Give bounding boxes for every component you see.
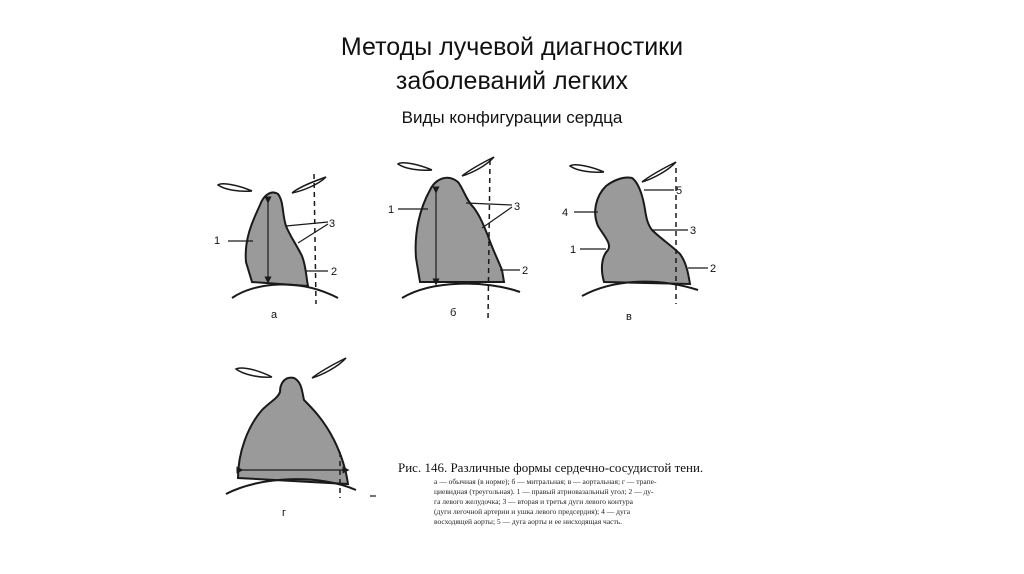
midline-a bbox=[314, 174, 316, 304]
callout-5-v: 5 bbox=[676, 185, 683, 197]
clavicle-right-a bbox=[292, 177, 326, 193]
clavicle-left-b bbox=[398, 163, 432, 170]
callout-4-v: 4 bbox=[562, 207, 569, 219]
callout-1-b: 1 bbox=[388, 204, 395, 216]
callout-2-a: 2 bbox=[331, 266, 338, 278]
heart-shadow-b bbox=[416, 178, 504, 282]
slide-subtitle: Виды конфигурации сердца bbox=[401, 108, 623, 127]
title-line-2: заболеваний легких bbox=[395, 67, 629, 95]
clavicle-left-a bbox=[218, 184, 252, 191]
callout-3-line-b1 bbox=[466, 203, 512, 205]
heart-shadow-g bbox=[238, 378, 348, 484]
diaphragm-arc-a bbox=[232, 284, 338, 298]
callout-1-a: 1 bbox=[214, 235, 221, 247]
panel-label-v: в bbox=[626, 311, 632, 323]
callout-3-b: 3 bbox=[514, 201, 521, 213]
caption-line-5: восходящей аорты; 5 — дуга аорты и ее нисходящая часть. bbox=[434, 517, 623, 526]
callout-1-v: 1 bbox=[570, 244, 577, 256]
callout-2-b: 2 bbox=[522, 265, 529, 277]
panel-g bbox=[226, 358, 356, 519]
panel-label-b: б bbox=[450, 307, 457, 319]
figure-caption bbox=[370, 460, 703, 526]
clavicle-left-g bbox=[236, 368, 272, 377]
caption-line-3: га левого желудочка; 3 — вторая и третья дуги левого контура bbox=[434, 497, 633, 506]
callout-3-v: 3 bbox=[690, 225, 697, 237]
title-line-1: Методы лучевой диагностики bbox=[340, 33, 684, 61]
caption-line-2: циевидная (треугольная). 1 — правый атриовазальный угол; 2 — ду- bbox=[434, 487, 654, 496]
callout-3-line-a1 bbox=[286, 222, 328, 226]
clavicle-right-g bbox=[312, 358, 346, 378]
panel-label-a: а bbox=[271, 309, 278, 321]
callout-3-line-b2 bbox=[482, 207, 512, 228]
panel-a bbox=[214, 174, 338, 321]
caption-line-4: (дуги легочной артерии и ушка левого предсердия); 4 — дуга bbox=[434, 507, 631, 516]
panel-b bbox=[388, 157, 528, 320]
heart-shadow-a bbox=[246, 192, 308, 286]
callout-2-v: 2 bbox=[710, 263, 717, 275]
caption-title: Рис. 146. Различные формы сердечно-сосудистой тени. bbox=[398, 460, 704, 475]
caption-line-1: а — обычная (в норме); б — митральная; в — аортальная; г — трапе- bbox=[434, 477, 657, 486]
diaphragm-arc-b bbox=[402, 284, 520, 298]
clavicle-right-v bbox=[642, 162, 676, 182]
clavicle-left-v bbox=[570, 165, 604, 172]
panel-v bbox=[562, 162, 716, 323]
callout-3-a: 3 bbox=[329, 218, 336, 230]
callout-3-line-a2 bbox=[298, 224, 328, 243]
panel-label-g: г bbox=[282, 507, 287, 519]
